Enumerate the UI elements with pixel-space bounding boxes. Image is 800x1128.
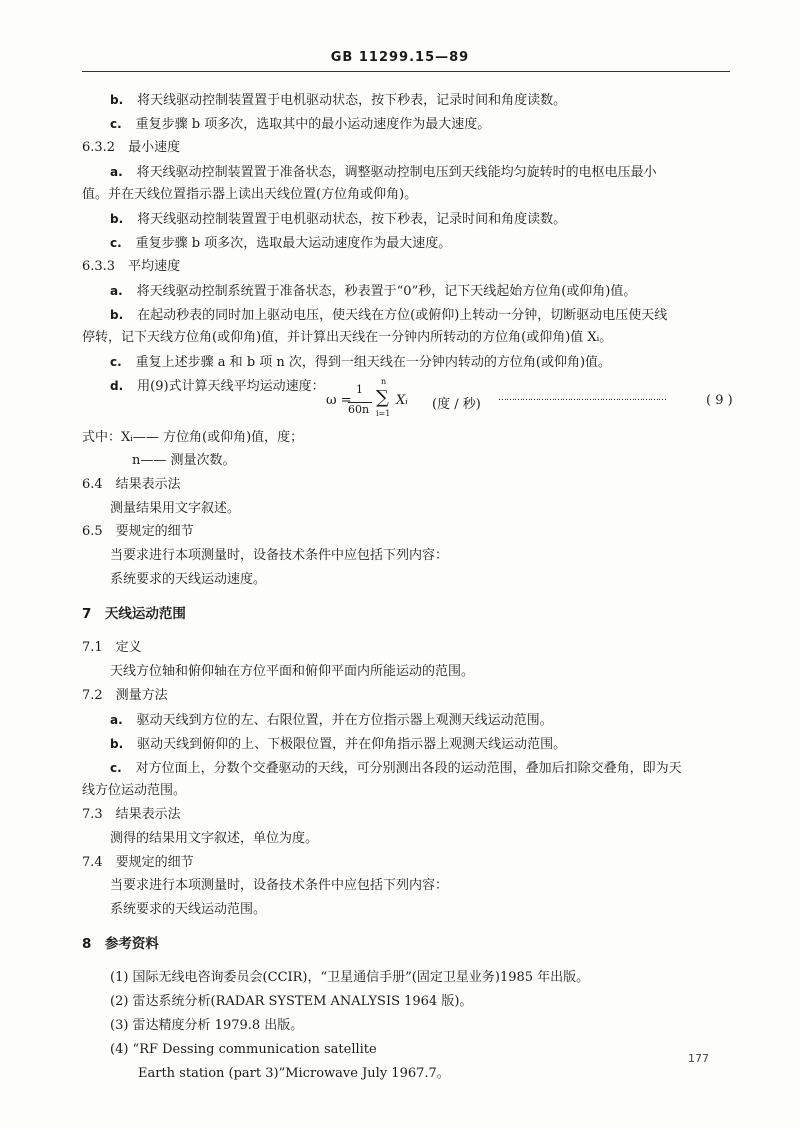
text-line xyxy=(110,162,657,182)
text-line xyxy=(110,281,636,301)
text-line xyxy=(82,138,180,158)
list-marker: c. xyxy=(110,117,122,131)
average-speed-formula xyxy=(326,377,746,421)
line-text: 系统要求的天线运动范围。 xyxy=(110,902,267,917)
text-line xyxy=(82,257,180,277)
line-text: 将天线驱动控制装置置于准备状态，调整驱动控制电压到天线能均匀旋转时的电枢电压最小 xyxy=(136,165,657,180)
text-line xyxy=(82,328,612,348)
line-text: 驱动天线到俯仰的上、下极限位置，并在仰角指示器上观测天线运动范围。 xyxy=(137,737,567,752)
text-line xyxy=(110,710,553,730)
sum-lower-limit: i=1 xyxy=(376,409,391,418)
line-text: 将天线驱动控制装置置于电机驱动状态，按下秒表，记录时间和角度读数。 xyxy=(137,212,567,227)
list-marker: b. xyxy=(110,737,124,751)
text-line xyxy=(110,546,448,566)
line-text: 用(9)式计算天线平均运动速度： xyxy=(137,379,325,394)
line-text: 7 天线运动范围 xyxy=(82,606,186,622)
list-marker: a. xyxy=(110,165,123,179)
line-text: 6.3.2 最小速度 xyxy=(82,140,181,155)
line-text: 驱动天线到方位的左、右限位置，并在方位指示器上观测天线运动范围。 xyxy=(136,713,553,728)
formula-numerator: 1 xyxy=(356,383,363,396)
formula-term: Xᵢ xyxy=(396,393,408,408)
text-line xyxy=(110,499,240,519)
text-line xyxy=(82,853,194,873)
sum-symbol: ∑ xyxy=(376,387,389,408)
text-line xyxy=(110,992,472,1012)
sum-upper-limit: n xyxy=(381,377,387,386)
line-text: Earth station (part 3)”Microwave July 1967.7。 xyxy=(138,1066,450,1081)
text-line xyxy=(110,758,682,778)
text-line xyxy=(138,1064,450,1084)
line-text: 对方位面上，分数个交叠驱动的天线，可分别测出各段的运动范围，叠加后扣除交叠角，即为天 xyxy=(135,761,682,776)
formula-unit: (度 / 秒) xyxy=(432,397,481,412)
list-marker: c. xyxy=(110,761,122,775)
list-marker: c. xyxy=(110,355,122,369)
line-text: 天线方位轴和俯仰轴在方位平面和俯仰平面内所能运动的范围。 xyxy=(110,664,475,679)
line-text: 将天线驱动控制装置置于电机驱动状态，按下秒表，记录时间和角度读数。 xyxy=(137,93,567,108)
line-text: 7.4 要规定的细节 xyxy=(82,855,194,870)
text-line xyxy=(82,686,168,706)
line-text: 系统要求的天线运动速度。 xyxy=(110,572,267,587)
line-text: 在起动秒表的同时加上驱动电压，使天线在方位(或俯仰)上转动一分钟，切断驱动电压使天线 xyxy=(137,308,668,323)
section-heading xyxy=(82,604,186,624)
list-marker: a. xyxy=(110,713,123,727)
text-line xyxy=(82,428,303,448)
text-line xyxy=(82,522,194,542)
text-line xyxy=(110,900,266,920)
text-line xyxy=(82,805,181,825)
line-text: 6.4 结果表示法 xyxy=(82,477,181,492)
text-line xyxy=(132,451,236,471)
text-line xyxy=(110,570,266,590)
line-text: n—— 测量次数。 xyxy=(132,453,236,468)
text-line xyxy=(110,209,566,229)
line-text: 式中：Xᵢ—— 方位角(或仰角)值，度； xyxy=(82,430,304,445)
line-text: 当要求进行本项测量时，设备技术条件中应包括下列内容： xyxy=(110,548,449,563)
list-marker: b. xyxy=(110,93,124,107)
line-text: 6.5 要规定的细节 xyxy=(82,524,194,539)
text-line xyxy=(82,638,142,658)
line-text: 当要求进行本项测量时，设备技术条件中应包括下列内容： xyxy=(110,878,449,893)
line-text: 测得的结果用文字叙述，单位为度。 xyxy=(110,831,319,846)
line-text: 7.2 测量方法 xyxy=(82,688,168,703)
text-line xyxy=(110,90,566,110)
list-marker: d. xyxy=(110,379,124,393)
page-number: 177 xyxy=(688,1052,709,1065)
formula-lhs: ω = xyxy=(326,393,352,408)
line-text: 8 参考资料 xyxy=(82,936,159,952)
line-text: 6.3.3 平均速度 xyxy=(82,259,181,274)
line-text: (1) 国际无线电咨询委员会(CCIR)，“卫星通信手册”(固定卫星业务)1985 年出版。 xyxy=(110,970,590,985)
text-line xyxy=(110,114,490,134)
text-line xyxy=(110,734,566,754)
line-text: 7.3 结果表示法 xyxy=(82,807,181,822)
line-text: 线方位运动范围。 xyxy=(82,783,187,798)
formula-leader: ……………………………………………………… xyxy=(498,393,666,403)
standard-code-header: GB 11299.15—89 xyxy=(330,50,470,65)
line-text: (3) 雷达精度分析 1979.8 出版。 xyxy=(110,1018,304,1033)
header-rule xyxy=(82,71,730,72)
equation-number: ( 9 ) xyxy=(706,393,733,408)
section-heading xyxy=(82,934,159,954)
line-text: 停转，记下天线方位角(或仰角)值，并计算出天线在一分钟内所转动的方位角(或仰角)值 Xᵢ。 xyxy=(82,330,613,345)
line-text: 重复步骤 b 项多次，选取最大运动速度作为最大速度。 xyxy=(135,236,452,251)
text-line xyxy=(82,781,186,801)
text-line xyxy=(82,475,181,495)
line-text: 测量结果用文字叙述。 xyxy=(110,501,241,516)
line-text: (4) “RF Dessing communication satellite xyxy=(110,1042,377,1057)
text-line xyxy=(110,305,667,325)
line-text: 将天线驱动控制系统置于准备状态，秒表置于“0”秒，记下天线起始方位角(或仰角)值。 xyxy=(136,284,637,299)
text-line xyxy=(110,233,451,253)
list-marker: b. xyxy=(110,212,124,226)
text-line xyxy=(110,876,448,896)
text-line xyxy=(110,376,325,396)
text-line xyxy=(110,352,611,372)
line-text: 重复步骤 b 项多次，选取其中的最小运动速度作为最大速度。 xyxy=(135,117,491,132)
text-line xyxy=(110,1016,303,1036)
text-line xyxy=(110,968,589,988)
line-text: 7.1 定义 xyxy=(82,640,142,655)
line-text: (2) 雷达系统分析(RADAR SYSTEM ANALYSIS 1964 版)。 xyxy=(110,994,473,1009)
text-line xyxy=(110,829,318,849)
list-marker: c. xyxy=(110,236,122,250)
list-marker: a. xyxy=(110,284,123,298)
list-marker: b. xyxy=(110,308,124,322)
text-line xyxy=(82,185,417,205)
formula-denominator: 60n xyxy=(348,403,370,416)
line-text: 重复上述步骤 a 和 b 项 n 次，得到一组天线在一分钟内转动的方位角(或仰角)值。 xyxy=(135,355,612,370)
text-line xyxy=(110,1040,377,1060)
text-line xyxy=(110,662,474,682)
line-text: 值。并在天线位置指示器上读出天线位置(方位角或仰角)。 xyxy=(82,187,418,202)
